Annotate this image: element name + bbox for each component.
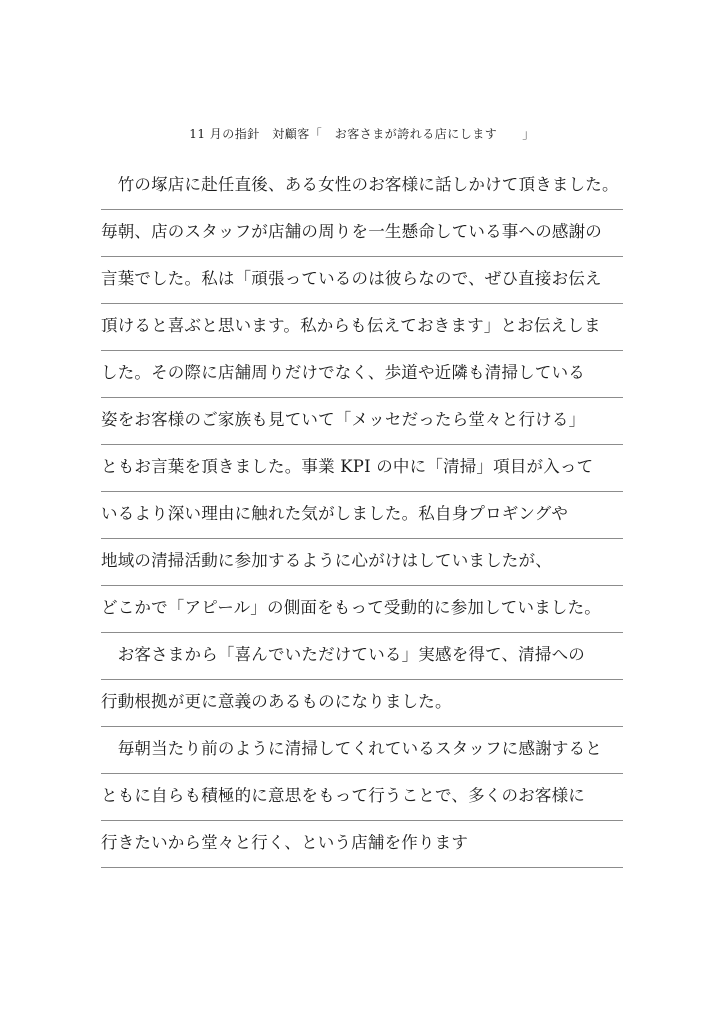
ruled-text-body [101,163,623,868]
text-line: 姿をお客様のご家族も見ていて「メッセだったら堂々と行ける」 [101,398,623,445]
text-line: 竹の塚店に赴任直後、ある女性のお客様に話しかけて頂きました。 [101,163,623,210]
text-line: ともに自らも積極的に意思をもって行うことで、多くのお客様に [101,774,623,821]
text-line: お客さまから「喜んでいただけている」実感を得て、清掃への [101,633,623,680]
text-line: ともお言葉を頂きました。事業 KPI の中に「清掃」項目が入って [101,445,623,492]
text-line: 行きたいから堂々と行く、という店舗を作ります [101,821,623,868]
document-title: 11 月の指針 対顧客「 お客さまが誇れる店にします 」 [189,127,535,141]
text-line: 頂けると喜ぶと思います。私からも伝えておきます」とお伝えしま [101,304,623,351]
text-line: 言葉でした。私は「頑張っているのは彼らなので、ぜひ直接お伝え [101,257,623,304]
text-line: した。その際に店舗周りだけでなく、歩道や近隣も清掃している [101,351,623,398]
text-line: どこかで「アピール」の側面をもって受動的に参加していました。 [101,586,623,633]
text-line: いるより深い理由に触れた気がしました。私自身プロギングや [101,492,623,539]
text-line: 行動根拠が更に意義のあるものになりました。 [101,680,623,727]
text-line: 毎朝当たり前のように清掃してくれているスタッフに感謝すると [101,727,623,774]
text-line: 地域の清掃活動に参加するように心がけはしていましたが、 [101,539,623,586]
text-line: 毎朝、店のスタッフが店舗の周りを一生懸命している事への感謝の [101,210,623,257]
